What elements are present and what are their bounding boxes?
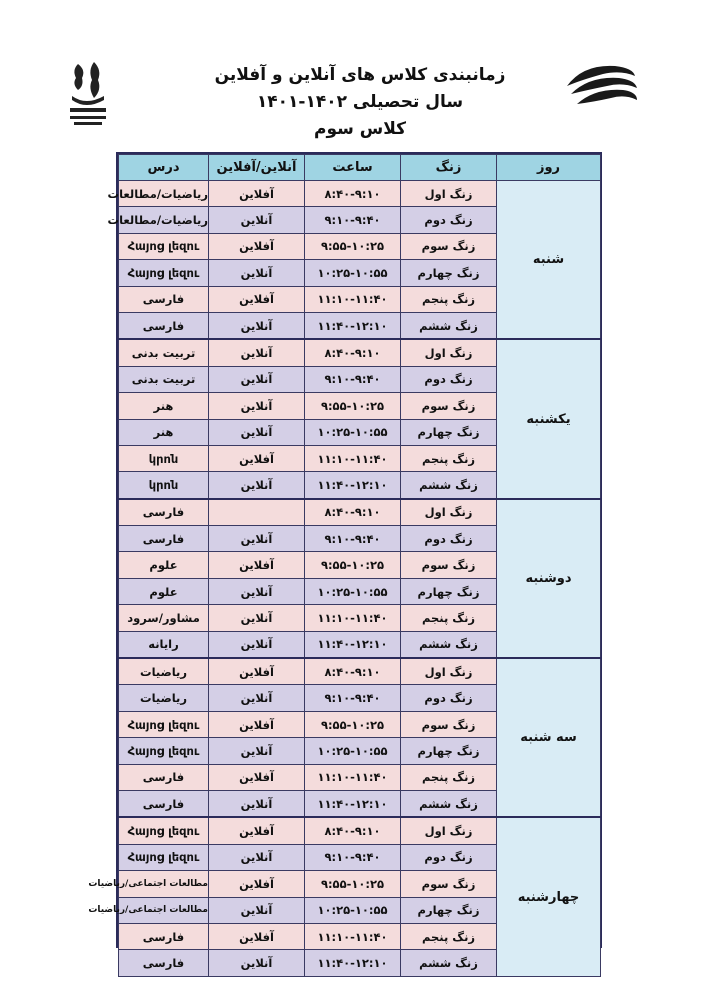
lesson-cell: ریاضیات xyxy=(119,685,209,711)
bell-cell: زنگ سوم xyxy=(401,233,497,259)
schedule-table-frame xyxy=(88,152,602,971)
mode-cell: آنلاین xyxy=(209,526,305,552)
page-titles xyxy=(150,62,570,143)
time-cell: ۱۱:۱۰-۱۱:۴۰ xyxy=(305,764,401,790)
bell-cell: زنگ دوم xyxy=(401,844,497,870)
mode-cell: آفلاین xyxy=(209,871,305,897)
lesson-cell: مطالعات اجتماعی/ریاضیات xyxy=(119,897,209,923)
mode-cell: آنلاین xyxy=(209,419,305,445)
time-cell: ۱۰:۲۵-۱۰:۵۵ xyxy=(305,260,401,286)
time-cell: ۹:۵۵-۱۰:۲۵ xyxy=(305,871,401,897)
mode-cell: آنلاین xyxy=(209,790,305,817)
table-row xyxy=(119,499,601,526)
table-row xyxy=(119,817,601,844)
mode-cell: آفلاین xyxy=(209,445,305,471)
mode-cell: آفلاین xyxy=(209,552,305,578)
bell-cell: زنگ سوم xyxy=(401,711,497,737)
lesson-cell: تربیت بدنی xyxy=(119,339,209,366)
time-cell: ۱۰:۲۵-۱۰:۵۵ xyxy=(305,738,401,764)
time-cell: ۱۱:۱۰-۱۱:۴۰ xyxy=(305,445,401,471)
time-cell: ۱۱:۴۰-۱۲:۱۰ xyxy=(305,472,401,499)
day-cell: دوشنبه xyxy=(497,499,601,658)
mode-cell: آنلاین xyxy=(209,631,305,658)
lesson-cell: ریاضیات/مطالعات xyxy=(119,181,209,207)
mode-cell: آنلاین xyxy=(209,738,305,764)
column-header-mode: آنلاین/آفلاین xyxy=(209,155,305,181)
bell-cell: زنگ اول xyxy=(401,339,497,366)
mode-cell: آنلاین xyxy=(209,897,305,923)
lesson-cell: ریاضیات xyxy=(119,658,209,685)
wave-swoosh-logo xyxy=(563,60,641,112)
bell-cell: زنگ پنجم xyxy=(401,286,497,312)
time-cell: ۸:۴۰-۹:۱۰ xyxy=(305,817,401,844)
bell-cell: زنگ اول xyxy=(401,658,497,685)
time-cell: ۹:۱۰-۹:۴۰ xyxy=(305,526,401,552)
mode-cell: آفلاین xyxy=(209,181,305,207)
mode-cell: آنلاین xyxy=(209,605,305,631)
time-cell: ۱۱:۴۰-۱۲:۱۰ xyxy=(305,312,401,339)
time-cell: ۹:۱۰-۹:۴۰ xyxy=(305,366,401,392)
mode-cell: آفلاین xyxy=(209,923,305,949)
time-cell: ۱۱:۱۰-۱۱:۴۰ xyxy=(305,605,401,631)
mode-cell: آنلاین xyxy=(209,312,305,339)
mode-cell: آنلاین xyxy=(209,207,305,233)
lesson-cell: فارسی xyxy=(119,790,209,817)
bell-cell: زنگ ششم xyxy=(401,790,497,817)
time-cell: ۱۱:۴۰-۱۲:۱۰ xyxy=(305,790,401,817)
bell-cell: زنگ دوم xyxy=(401,526,497,552)
lesson-cell: فارسی xyxy=(119,526,209,552)
mode-cell: آفلاین xyxy=(209,286,305,312)
time-cell: ۱۰:۲۵-۱۰:۵۵ xyxy=(305,897,401,923)
time-cell: ۱۱:۱۰-۱۱:۴۰ xyxy=(305,286,401,312)
day-cell: سه شنبه xyxy=(497,658,601,817)
bell-cell: زنگ ششم xyxy=(401,312,497,339)
time-cell: ۹:۵۵-۱۰:۲۵ xyxy=(305,552,401,578)
lesson-cell: هنر xyxy=(119,393,209,419)
schedule-body xyxy=(88,181,601,977)
time-cell: ۱۰:۲۵-۱۰:۵۵ xyxy=(305,419,401,445)
bell-cell: زنگ دوم xyxy=(401,685,497,711)
lesson-cell: Հայոց լեզու xyxy=(119,738,209,764)
column-header-time: ساعت xyxy=(305,155,401,181)
time-cell: ۱۱:۱۰-۱۱:۴۰ xyxy=(305,923,401,949)
lesson-cell: կրոն xyxy=(119,445,209,471)
column-header-bell: زنگ xyxy=(401,155,497,181)
bell-cell: زنگ ششم xyxy=(401,950,497,976)
lesson-cell: Հայոց լեզու xyxy=(119,817,209,844)
lesson-cell: فارسی xyxy=(119,923,209,949)
title-line-3: کلاس سوم xyxy=(313,119,406,139)
time-cell: ۹:۱۰-۹:۴۰ xyxy=(305,207,401,233)
school-emblem-logo xyxy=(64,60,114,130)
bell-cell: زنگ چهارم xyxy=(401,578,497,604)
mode-cell: آنلاین xyxy=(209,260,305,286)
mode-cell: آفلاین xyxy=(209,233,305,259)
bell-cell: زنگ اول xyxy=(401,499,497,526)
lesson-cell: فارسی xyxy=(119,764,209,790)
lesson-cell: مشاور/سرود xyxy=(119,605,209,631)
mode-cell: آفلاین xyxy=(209,711,305,737)
time-cell: ۸:۴۰-۹:۱۰ xyxy=(305,339,401,366)
mode-cell: آنلاین xyxy=(209,472,305,499)
time-cell: ۹:۱۰-۹:۴۰ xyxy=(305,844,401,870)
mode-cell: آفلاین xyxy=(209,658,305,685)
column-header-day: روز xyxy=(497,155,601,181)
bell-cell: زنگ ششم xyxy=(401,472,497,499)
mode-cell: آنلاین xyxy=(209,950,305,976)
day-cell: یکشنبه xyxy=(497,339,601,498)
schedule-table xyxy=(88,154,601,977)
lesson-cell: مطالعات اجتماعی/ریاضیات xyxy=(119,871,209,897)
day-cell: شنبه xyxy=(497,181,601,340)
time-cell: ۸:۴۰-۹:۱۰ xyxy=(305,658,401,685)
table-row xyxy=(119,658,601,685)
mode-cell: آنلاین xyxy=(209,578,305,604)
bell-cell: زنگ سوم xyxy=(401,552,497,578)
lesson-cell: فارسی xyxy=(119,499,209,526)
time-cell: ۹:۵۵-۱۰:۲۵ xyxy=(305,711,401,737)
title-line-1: زمانبندی کلاس های آنلاین و آفلاین xyxy=(214,65,506,85)
lesson-cell: Հայոց լեզու xyxy=(119,260,209,286)
column-header-lesson: درس xyxy=(119,155,209,181)
lesson-cell: Հայոց լեզու xyxy=(119,233,209,259)
time-cell: ۱۱:۴۰-۱۲:۱۰ xyxy=(305,631,401,658)
lesson-cell: فارسی xyxy=(119,312,209,339)
mode-cell: آنلاین xyxy=(209,393,305,419)
bell-cell: زنگ اول xyxy=(401,817,497,844)
time-cell: ۹:۵۵-۱۰:۲۵ xyxy=(305,233,401,259)
bell-cell: زنگ چهارم xyxy=(401,419,497,445)
lesson-cell: կրոն xyxy=(119,472,209,499)
title-line-2: سال تحصیلی ۱۴۰۲-۱۴۰۱ xyxy=(256,92,464,112)
mode-cell xyxy=(209,499,305,526)
time-cell: ۱۰:۲۵-۱۰:۵۵ xyxy=(305,578,401,604)
lesson-cell: علوم xyxy=(119,552,209,578)
bell-cell: زنگ پنجم xyxy=(401,445,497,471)
header-row xyxy=(119,155,601,181)
bell-cell: زنگ دوم xyxy=(401,366,497,392)
lesson-cell: رایانه xyxy=(119,631,209,658)
day-cell: چهارشنبه xyxy=(497,817,601,976)
lesson-cell: علوم xyxy=(119,578,209,604)
mode-cell: آفلاین xyxy=(209,817,305,844)
bell-cell: زنگ پنجم xyxy=(401,764,497,790)
time-cell: ۸:۴۰-۹:۱۰ xyxy=(305,499,401,526)
bell-cell: زنگ چهارم xyxy=(401,897,497,923)
lesson-cell: هنر xyxy=(119,419,209,445)
lesson-cell: تربیت بدنی xyxy=(119,366,209,392)
table-row xyxy=(119,339,601,366)
table-row xyxy=(119,181,601,207)
mode-cell: آفلاین xyxy=(209,764,305,790)
time-cell: ۱۱:۴۰-۱۲:۱۰ xyxy=(305,950,401,976)
time-cell: ۹:۱۰-۹:۴۰ xyxy=(305,685,401,711)
mode-cell: آنلاین xyxy=(209,339,305,366)
time-cell: ۸:۴۰-۹:۱۰ xyxy=(305,181,401,207)
mode-cell: آنلاین xyxy=(209,685,305,711)
mode-cell: آنلاین xyxy=(209,844,305,870)
lesson-cell: ریاضیات/مطالعات xyxy=(119,207,209,233)
bell-cell: زنگ سوم xyxy=(401,871,497,897)
lesson-cell: فارسی xyxy=(119,286,209,312)
time-cell: ۹:۵۵-۱۰:۲۵ xyxy=(305,393,401,419)
lesson-cell: Հայոց լեզու xyxy=(119,844,209,870)
bell-cell: زنگ پنجم xyxy=(401,605,497,631)
bell-cell: زنگ چهارم xyxy=(401,260,497,286)
mode-cell: آنلاین xyxy=(209,366,305,392)
bell-cell: زنگ ششم xyxy=(401,631,497,658)
bell-cell: زنگ پنجم xyxy=(401,923,497,949)
lesson-cell: فارسی xyxy=(119,950,209,976)
bell-cell: زنگ چهارم xyxy=(401,738,497,764)
bell-cell: زنگ اول xyxy=(401,181,497,207)
bell-cell: زنگ سوم xyxy=(401,393,497,419)
bell-cell: زنگ دوم xyxy=(401,207,497,233)
lesson-cell: Հայոց լեզու xyxy=(119,711,209,737)
